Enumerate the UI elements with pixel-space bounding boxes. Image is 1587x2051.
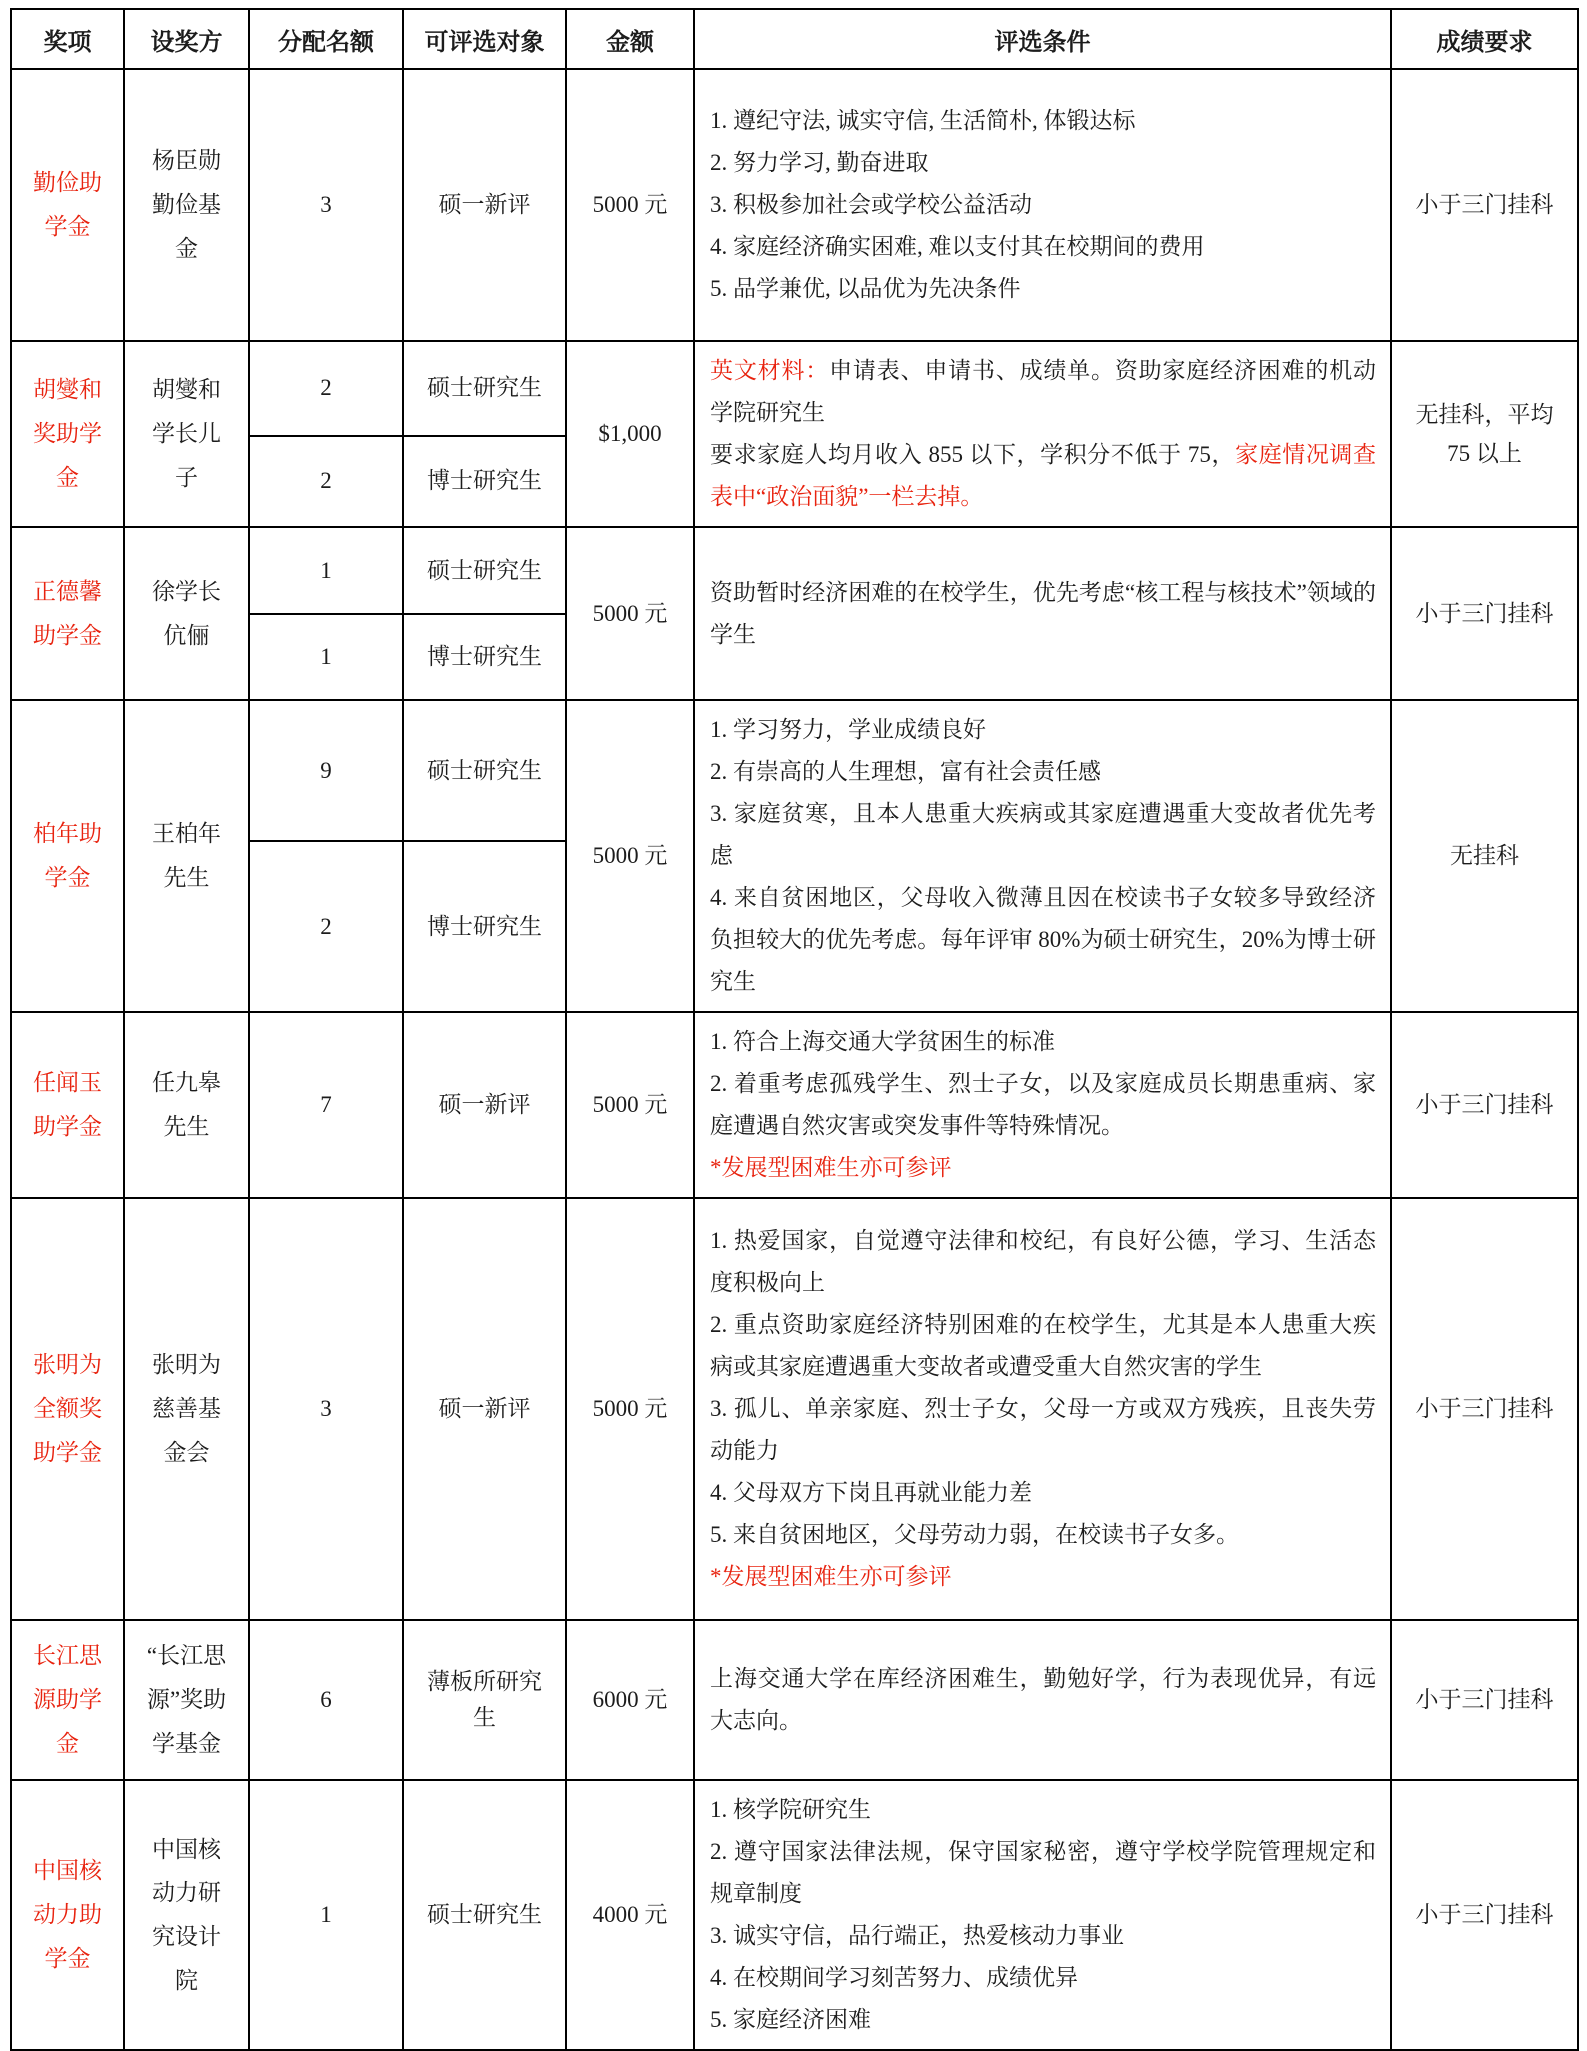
criteria-item: 2. 着重考虑孤残学生、烈士子女，以及家庭成员长期患重病、家庭遭遇自然灾害或突发事件等特殊情况。 xyxy=(710,1071,1376,1138)
header-eligible: 可评选对象 xyxy=(403,9,566,69)
criteria-cell xyxy=(694,69,1391,341)
sponsor-cell: 胡燮和学长儿子 xyxy=(124,341,249,527)
eligible-cell: 薄板所研究生 xyxy=(403,1620,566,1780)
eligible-cell: 硕一新评 xyxy=(403,69,566,341)
criteria-item: 2. 有崇高的人生理想，富有社会责任感 xyxy=(710,759,1101,784)
award-cell: 勤俭助学金 xyxy=(11,69,124,341)
grade-cell: 小于三门挂科 xyxy=(1391,1012,1578,1198)
criteria-item: 2. 遵守国家法律法规，保守国家秘密，遵守学校学院管理规定和规章制度 xyxy=(710,1839,1376,1906)
criteria-text: 家庭情况调查表中“政治面貌”一栏去掉。 xyxy=(710,442,1377,509)
header-sponsor: 设奖方 xyxy=(124,9,249,69)
header-criteria: 评选条件 xyxy=(694,9,1391,69)
amount-cell: 4000 元 xyxy=(566,1780,694,2050)
award-cell: 中国核动力助学金 xyxy=(11,1780,124,2050)
sponsor-cell: 任九皋先生 xyxy=(124,1012,249,1198)
quota-cell: 3 xyxy=(249,1198,403,1620)
quota-cell: 7 xyxy=(249,1012,403,1198)
criteria-text: 英文材料： xyxy=(710,358,830,383)
criteria-item: 1. 热爱国家，自觉遵守法律和校纪，有良好公德，学习、生活态度积极向上 xyxy=(710,1228,1376,1295)
quota-cell: 2 xyxy=(249,341,403,436)
eligible-cell: 硕士研究生 xyxy=(403,1780,566,2050)
quota-cell: 1 xyxy=(249,1780,403,2050)
grade-cell: 无挂科 xyxy=(1391,700,1578,1012)
quota-cell: 2 xyxy=(249,841,403,1012)
criteria-cell xyxy=(694,1012,1391,1198)
criteria-item: 资助暂时经济困难的在校学生，优先考虑“核工程与核技术”领域的学生 xyxy=(710,579,1376,647)
amount-cell: 5000 元 xyxy=(566,1198,694,1620)
grade-cell: 小于三门挂科 xyxy=(1391,1198,1578,1620)
award-cell: 长江思源助学金 xyxy=(11,1620,124,1780)
eligible-cell: 博士研究生 xyxy=(403,436,566,527)
table-row xyxy=(11,69,1578,341)
criteria-item: 5. 品学兼优, 以品优为先决条件 xyxy=(710,276,1021,301)
grade-cell: 小于三门挂科 xyxy=(1391,527,1578,700)
quota-cell: 6 xyxy=(249,1620,403,1780)
amount-cell: 5000 元 xyxy=(566,700,694,1012)
eligible-cell: 博士研究生 xyxy=(403,841,566,1012)
criteria-item: 3. 积极参加社会或学校公益活动 xyxy=(710,192,1032,217)
criteria-item: 3. 诚实守信，品行端正，热爱核动力事业 xyxy=(710,1923,1124,1948)
table-row xyxy=(11,1198,1578,1620)
grade-cell: 小于三门挂科 xyxy=(1391,1780,1578,2050)
amount-cell: 5000 元 xyxy=(566,527,694,700)
award-cell: 胡燮和奖助学金 xyxy=(11,341,124,527)
quota-cell: 2 xyxy=(249,436,403,527)
sponsor-cell: 王柏年先生 xyxy=(124,700,249,1012)
criteria-item: 上海交通大学在库经济困难生，勤勉好学，行为表现优异，有远大志向。 xyxy=(710,1666,1376,1733)
criteria-item: 5. 来自贫困地区，父母劳动力弱，在校读书子女多。 xyxy=(710,1522,1239,1547)
award-cell: 正德馨助学金 xyxy=(11,527,124,700)
amount-cell: 6000 元 xyxy=(566,1620,694,1780)
table-row xyxy=(11,527,1578,614)
eligible-cell: 硕士研究生 xyxy=(403,700,566,841)
criteria-cell xyxy=(694,700,1391,1012)
grade-cell: 无挂科，平均 75 以上 xyxy=(1391,341,1578,527)
eligible-cell: 博士研究生 xyxy=(403,614,566,700)
table-row xyxy=(11,700,1578,841)
criteria-item: 2. 努力学习, 勤奋进取 xyxy=(710,150,929,175)
amount-cell: 5000 元 xyxy=(566,69,694,341)
criteria-cell xyxy=(694,527,1391,700)
award-cell: 柏年助学金 xyxy=(11,700,124,1012)
award-cell: 任闻玉助学金 xyxy=(11,1012,124,1198)
eligible-cell: 硕一新评 xyxy=(403,1012,566,1198)
criteria-item: 4. 家庭经济确实困难, 难以支付其在校期间的费用 xyxy=(710,234,1205,259)
criteria-item: *发展型困难生亦可参评 xyxy=(710,1155,952,1180)
table-row xyxy=(11,1012,1578,1198)
criteria-cell xyxy=(694,1198,1391,1620)
criteria-item: 4. 在校期间学习刻苦努力、成绩优异 xyxy=(710,1965,1078,1990)
quota-cell: 9 xyxy=(249,700,403,841)
table-header-row xyxy=(11,9,1578,69)
header-award: 奖项 xyxy=(11,9,124,69)
header-grade: 成绩要求 xyxy=(1391,9,1578,69)
quota-cell: 1 xyxy=(249,527,403,614)
eligible-cell: 硕士研究生 xyxy=(403,527,566,614)
table-row xyxy=(11,1780,1578,2050)
quota-cell: 3 xyxy=(249,69,403,341)
award-cell: 张明为全额奖助学金 xyxy=(11,1198,124,1620)
grade-cell: 小于三门挂科 xyxy=(1391,1620,1578,1780)
amount-cell: $1,000 xyxy=(566,341,694,527)
criteria-item: 1. 学习努力，学业成绩良好 xyxy=(710,717,986,742)
criteria-cell xyxy=(694,341,1391,527)
sponsor-cell: 徐学长伉俪 xyxy=(124,527,249,700)
table-row xyxy=(11,1620,1578,1780)
grade-cell: 小于三门挂科 xyxy=(1391,69,1578,341)
criteria-item: 1. 遵纪守法, 诚实守信, 生活简朴, 体锻达标 xyxy=(710,108,1136,133)
criteria-item: 1. 符合上海交通大学贫困生的标准 xyxy=(710,1029,1055,1054)
criteria-item: 4. 父母双方下岗且再就业能力差 xyxy=(710,1480,1032,1505)
header-amount: 金额 xyxy=(566,9,694,69)
criteria-item: 2. 重点资助家庭经济特别困难的在校学生，尤其是本人患重大疾病或其家庭遭遇重大变故者或遭受重大自然灾害的学生 xyxy=(710,1312,1376,1379)
criteria-text: 要求家庭人均月收入 855 以下，学积分不低于 75， xyxy=(710,442,1236,467)
criteria-item xyxy=(710,350,1376,434)
table-row xyxy=(11,341,1578,436)
criteria-item: 4. 来自贫困地区，父母收入微薄且因在校读书子女较多导致经济负担较大的优先考虑。每年评审 80%为硕士研究生，20%为博士研究生 xyxy=(710,885,1376,994)
criteria-cell xyxy=(694,1780,1391,2050)
eligible-cell: 硕一新评 xyxy=(403,1198,566,1620)
sponsor-cell: “长江思源”奖助学基金 xyxy=(124,1620,249,1780)
quota-cell: 1 xyxy=(249,614,403,700)
criteria-item xyxy=(710,434,1376,518)
header-quota: 分配名额 xyxy=(249,9,403,69)
sponsor-cell: 中国核动力研究设计院 xyxy=(124,1780,249,2050)
criteria-item: 3. 家庭贫寒，且本人患重大疾病或其家庭遭遇重大变故者优先考虑 xyxy=(710,801,1376,868)
criteria-text: 申请表、申请书、成绩单。资助家庭经济困难的机动学院研究生 xyxy=(710,358,1377,425)
criteria-item: 1. 核学院研究生 xyxy=(710,1797,871,1822)
criteria-item: 5. 家庭经济困难 xyxy=(710,2007,871,2032)
criteria-item: *发展型困难生亦可参评 xyxy=(710,1564,952,1589)
eligible-cell: 硕士研究生 xyxy=(403,341,566,436)
scholarship-table xyxy=(10,8,1579,2051)
sponsor-cell: 杨臣勋勤俭基金 xyxy=(124,69,249,341)
amount-cell: 5000 元 xyxy=(566,1012,694,1198)
sponsor-cell: 张明为慈善基金会 xyxy=(124,1198,249,1620)
criteria-cell xyxy=(694,1620,1391,1780)
criteria-item: 3. 孤儿、单亲家庭、烈士子女，父母一方或双方残疾，且丧失劳动能力 xyxy=(710,1396,1376,1463)
